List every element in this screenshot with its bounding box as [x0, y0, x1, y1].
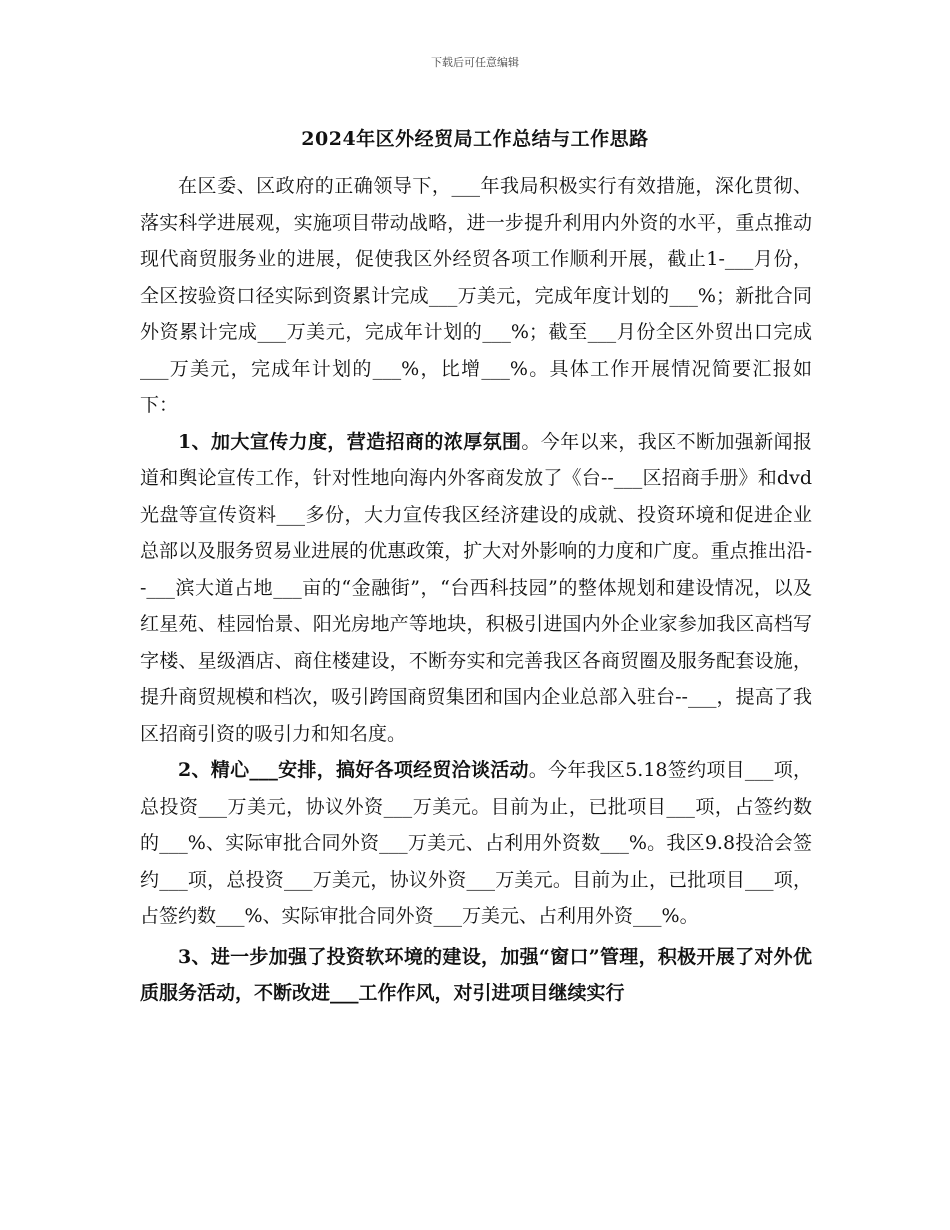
section-heading: 1、加大宣传力度，营造招商的浓厚氛围	[178, 430, 522, 453]
section-heading: 2、精心___安排，搞好各项经贸洽谈活动	[178, 759, 529, 781]
document-title: 2024年区外经贸局工作总结与工作思路	[301, 128, 649, 150]
document-body	[140, 168, 812, 1012]
paragraph-intro	[140, 168, 812, 424]
paragraph-section-1	[140, 424, 812, 753]
paragraph-text: 。今年我区5.18签约项目___项，总投资___万美元，协议外资___万美元。目前为止，已批项目___项，占签约数的___%、实际审批合同外资___万美元、占利用外资数___%。我区9.8投洽会签约___项，总投资___万美元，协议外资___万美元。目前为止，已批项目___项，占签约数___%、实际审批合同外资___万美元、占利用外资___%。	[140, 759, 812, 927]
header-note: 下载后可任意编辑	[431, 56, 519, 69]
paragraph-section-3	[140, 939, 812, 1012]
paragraph-text: 。今年以来，我区不断加强新闻报道和舆论宣传工作，针对性地向海内外客商发放了《台--___区招商手册》和dvd光盘等宣传资料___多份，大力宣传我区经济建设的成就、投资环境和促进企业总部以及服务贸易业进展的优惠政策，扩大对外影响的力度和广度。重点推出沿--___滨大道占地___亩的“金融街”，“台西科技园”的整体规划和建设情况，以及红星苑、桂园怡景、阳光房地产等地块，积极引进国内外企业家参加我区高档写字楼、星级酒店、商住楼建设，不断夯实和完善我区各商贸圈及服务配套设施，提升商贸规模和档次，吸引跨国商贸集团和国内企业总部入驻台--___，提高了我区招商引资的吸引力和知名度。	[140, 430, 812, 745]
paragraph-text: 在区委、区政府的正确领导下，___年我局积极实行有效措施，深化贯彻、落实科学进展观，实施项目带动战略，进一步提升利用内外资的水平，重点推动现代商贸服务业的进展，促使我区外经贸各项工作顺利开展，截止1-___月份，全区按验资口径实际到资累计完成___万美元，完成年度计划的___%；新批合同外资累计完成___万美元，完成年计划的___%；截至___月份全区外贸出口完成___万美元，完成年计划的___%，比增___%。具体工作开展情况简要汇报如下：	[140, 175, 812, 416]
paragraph-section-2	[140, 752, 812, 935]
paragraph-text: 3、进一步加强了投资软环境的建设，加强“窗口”管理，积极开展了对外优质服务活动，不断改进___工作作风，对引进项目继续实行	[140, 945, 812, 1004]
